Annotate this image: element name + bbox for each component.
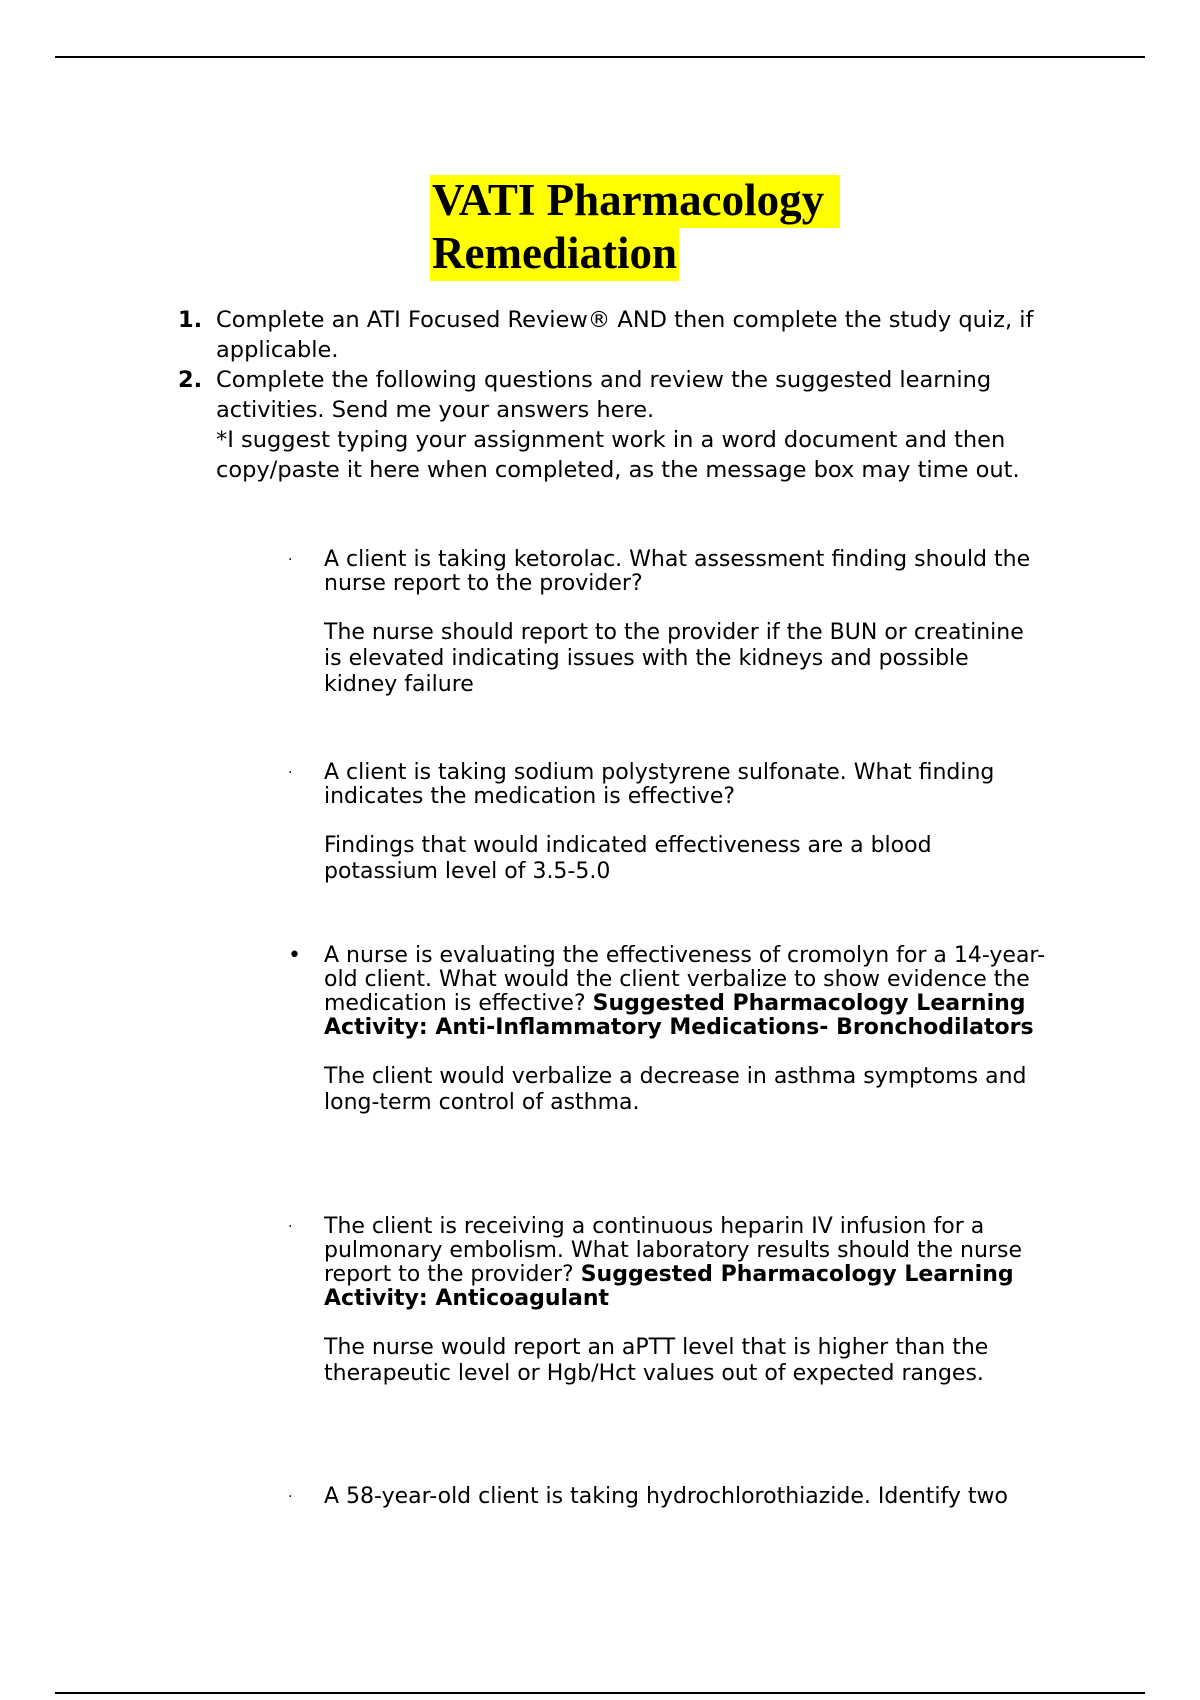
learning-activity: Suggested Pharmacology Learning Activity: Anti-Inflammatory Medications- Bronchodilators — [324, 991, 1034, 1040]
bullet-icon: · — [288, 1219, 293, 1235]
answer-text: The nurse should report to the provider if the BUN or creatinine is elevated indicating issues with the kidneys and possible kidney failure — [324, 620, 1024, 697]
instruction-note: *I suggest typing your assignment work in a word document and then copy/paste it here when completed, as the message box may time out. — [216, 427, 1020, 483]
bullet-icon: · — [288, 765, 293, 781]
instruction-text: Complete the following questions and review the suggested learning activities. Send me your answers here. — [216, 367, 992, 423]
bullet-icon: • — [288, 943, 301, 968]
question-text: A client is taking sodium polystyrene sulfonate. What finding indicates the medication is effective? — [324, 760, 995, 809]
bullet-icon: · — [288, 1489, 293, 1505]
question-block — [288, 761, 1048, 885]
question-text: A client is taking ketorolac. What assessment finding should the nurse report to the provider? — [324, 547, 1031, 596]
answer-text: Findings that would indicated effectiveness are a blood potassium level of 3.5-5.0 — [324, 833, 932, 884]
instructions-list — [178, 305, 1078, 485]
document-title — [430, 175, 950, 281]
question-block — [288, 1485, 1048, 1509]
learning-activity: Suggested Pharmacology Learning Activity: Anticoagulant — [324, 1262, 1014, 1311]
instruction-item — [178, 305, 1078, 365]
bottom-rule — [55, 1692, 1145, 1694]
answer-text: The client would verbalize a decrease in asthma symptoms and long-term control of asthma. — [324, 1064, 1027, 1115]
title-line-1: VATI Pharmacology — [430, 175, 840, 228]
question-text — [324, 1215, 1048, 1311]
title-line-2: Remediation — [430, 228, 679, 281]
question-text: A 58-year-old client is taking hydrochlorothiazide. Identify two — [324, 1484, 1008, 1509]
instruction-text: Complete an ATI Focused Review® AND then complete the study quiz, if applicable. — [216, 307, 1034, 363]
instruction-number: 1. — [178, 307, 203, 333]
instruction-item — [178, 365, 1078, 425]
bullet-icon: · — [288, 552, 293, 568]
question-block — [288, 548, 1048, 698]
question-block — [288, 944, 1048, 1116]
answer-text: The nurse would report an aPTT level that is higher than the therapeutic level or Hgb/Hct values out of expected ranges. — [324, 1335, 989, 1386]
instruction-number: 2. — [178, 367, 203, 393]
top-rule — [55, 56, 1145, 58]
question-text: A nurse is evaluating the effectiveness of cromolyn for a 14-year-old client. What would the client verbalize to show evidence the medication is effective? — [324, 943, 1046, 1016]
question-text: The client is receiving a continuous heparin IV infusion for a pulmonary embolism. What laboratory results should the nurse report to the provider? — [324, 1214, 1022, 1287]
question-block — [288, 1215, 1048, 1387]
question-text — [324, 944, 1048, 1040]
